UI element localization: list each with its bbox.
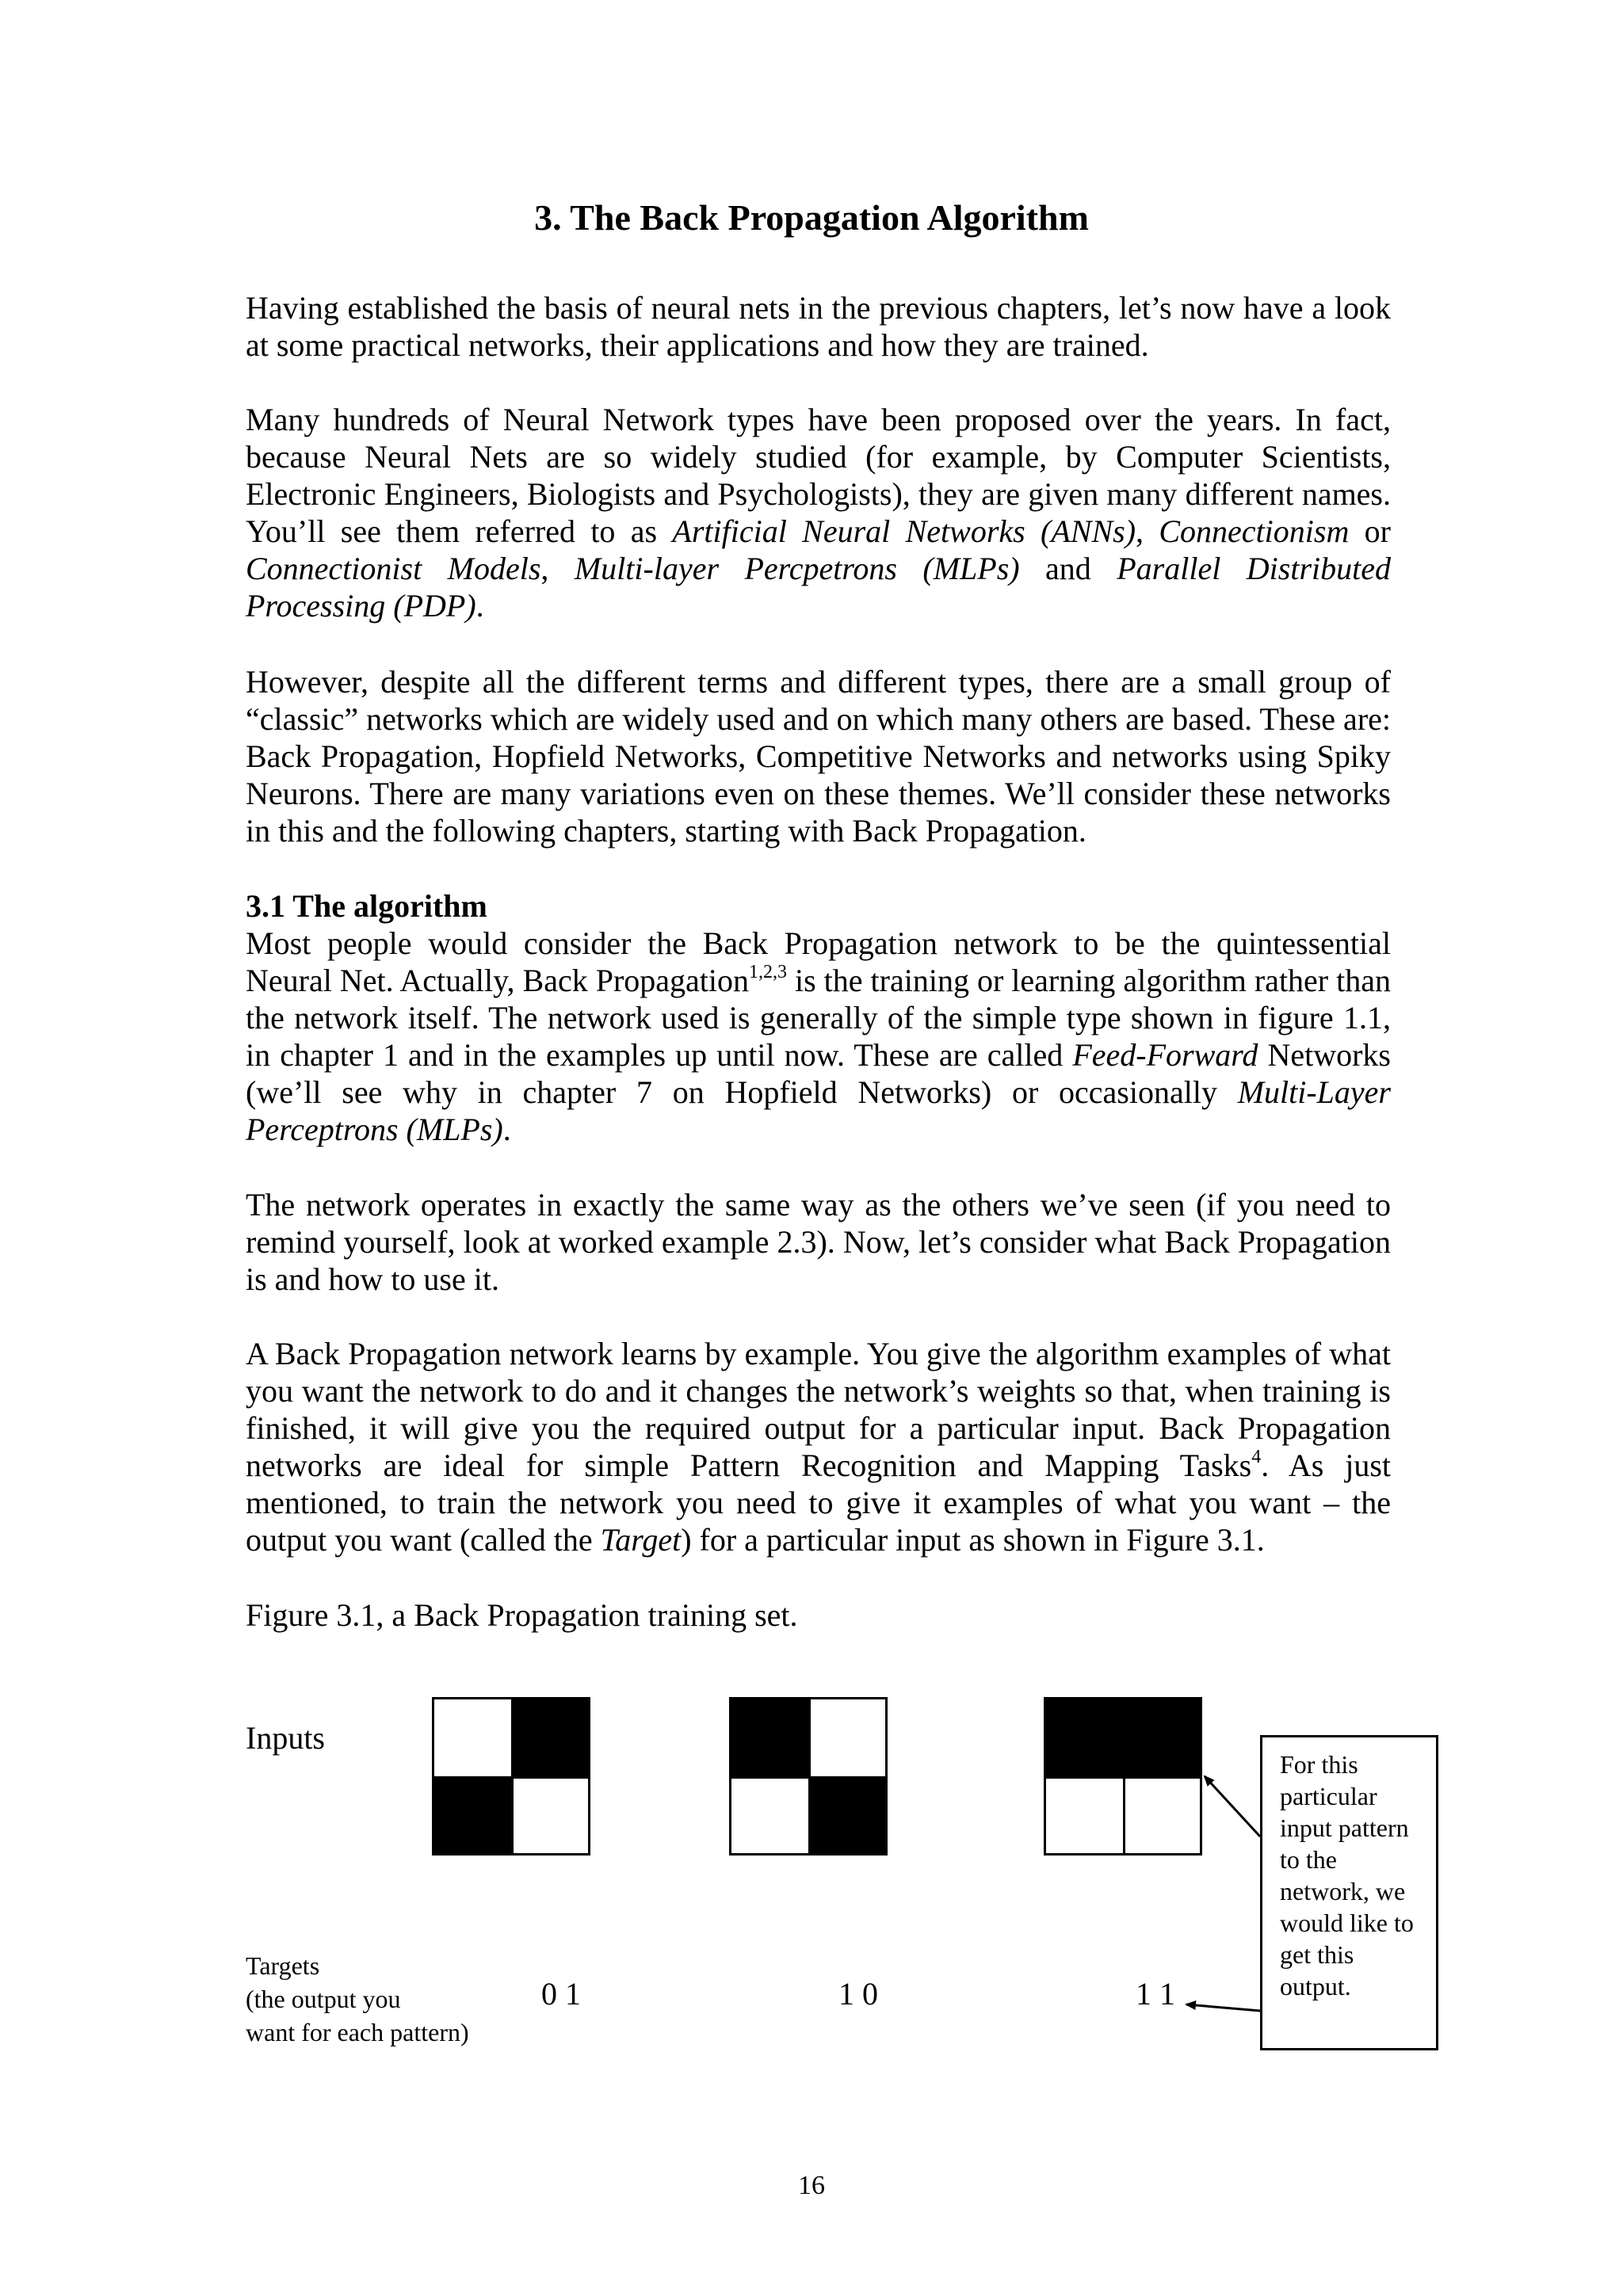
page-number: 16 xyxy=(798,2171,825,2200)
term-pdp: Parallel Distributed Processing (PDP) xyxy=(246,551,1392,624)
text-run: Many hundreds of Neural Network types have been proposed over the years. In fact, because Neural Nets are so widely studied (for example, by Computer Scientists, Electronic Engineers, Biologists and Psychologists), they are given many different names. You’ll see them referred to as xyxy=(246,402,1391,549)
arrow-to-pattern xyxy=(1205,1776,1260,1836)
text-run: and xyxy=(1019,551,1117,586)
targets-label-line: (the output you xyxy=(246,1985,401,2013)
chapter-title: 3. The Back Propagation Algorithm xyxy=(534,197,1089,238)
targets-label-line: want for each pattern) xyxy=(246,2018,469,2046)
figure-caption: Figure 3.1, a Back Propagation training set. xyxy=(246,1597,798,1633)
text-run: Networks (we’ll see why in chapter 7 on Hopfield Networks) or occasionally xyxy=(246,1037,1391,1110)
text-run: is the training or learning algorithm rather than the network itself. The network used is generally of the simple type shown in figure 1.1, in chapter 1 and in the examples up until now. These are called xyxy=(246,963,1391,1073)
targets-label-line: Targets xyxy=(246,1951,320,1980)
term-connectionist-models: Connectionist Models xyxy=(246,551,541,586)
citation-superscript: 1,2,3 xyxy=(749,962,787,982)
text-run: A Back Propagation network learns by example. You give the algorithm examples of what you want the network to do and it changes the network’s weights so that, when training is finished, it will give you the required output for a particular input. Back Propagation networks are ideal for simple Pattern Recognition and Mapping Tasks xyxy=(246,1336,1391,1483)
text-run: , xyxy=(1136,513,1159,549)
paragraph-operation: The network operates in exactly the same way as the others we’ve seen (if you need to remind yourself, look at worked example 2.3). Now, let’s consider what Back Propagation is and how to use it. xyxy=(246,1187,1391,1297)
inputs-label: Inputs xyxy=(246,1720,325,1756)
target-value-1: 0 1 xyxy=(541,1976,581,2012)
term-connectionism: Connectionism xyxy=(1159,513,1350,549)
paragraph-classic-networks: However, despite all the different terms and different types, there are a small group of “classic” networks which are widely used and on which many others are based. These are: Back Propagation, Hopfield Networks, Competitive Networks and networks using Spiky Neurons. There are many variations even on these themes. We’ll consider these networks in this and the following chapters, starting with Back Propagation. xyxy=(246,664,1391,849)
text-run: ) for a particular input as shown in Figure 3.1. xyxy=(681,1522,1265,1558)
callout-box: For this particular input pattern to the network, we would like to get this output. xyxy=(1260,1735,1438,2050)
text-run: Most people would consider the Back Propagation network to be the quintessential Neural Net. Actually, Back Propagation xyxy=(246,925,1391,998)
citation-superscript: 4 xyxy=(1251,1447,1262,1467)
section-heading: 3.1 The algorithm xyxy=(246,888,487,924)
text-run: , xyxy=(540,551,575,586)
arrow-to-target xyxy=(1186,2004,1260,2011)
text-run: . xyxy=(475,588,484,624)
target-value-3: 1 1 xyxy=(1136,1976,1175,2012)
text-run: or xyxy=(1349,513,1392,549)
term-mlps: Multi-layer Percpetrons (MLPs) xyxy=(574,551,1020,586)
term-anns: Artificial Neural Networks (ANNs) xyxy=(672,513,1136,549)
term-feed-forward: Feed-Forward xyxy=(1072,1037,1258,1073)
paragraph-intro: Having established the basis of neural nets in the previous chapters, let’s now have a look at some practical networks, their applications and how they are trained. xyxy=(246,290,1391,363)
term-target: Target xyxy=(600,1522,682,1558)
target-value-2: 1 0 xyxy=(838,1976,878,2012)
text-run: . As just mentioned, to train the network you need to give it examples of what you want – the output you want (called the xyxy=(246,1447,1391,1558)
term-multi-layer-perceptrons: Multi-Layer Perceptrons (MLPs) xyxy=(246,1074,1391,1147)
text-run: . xyxy=(502,1112,511,1147)
